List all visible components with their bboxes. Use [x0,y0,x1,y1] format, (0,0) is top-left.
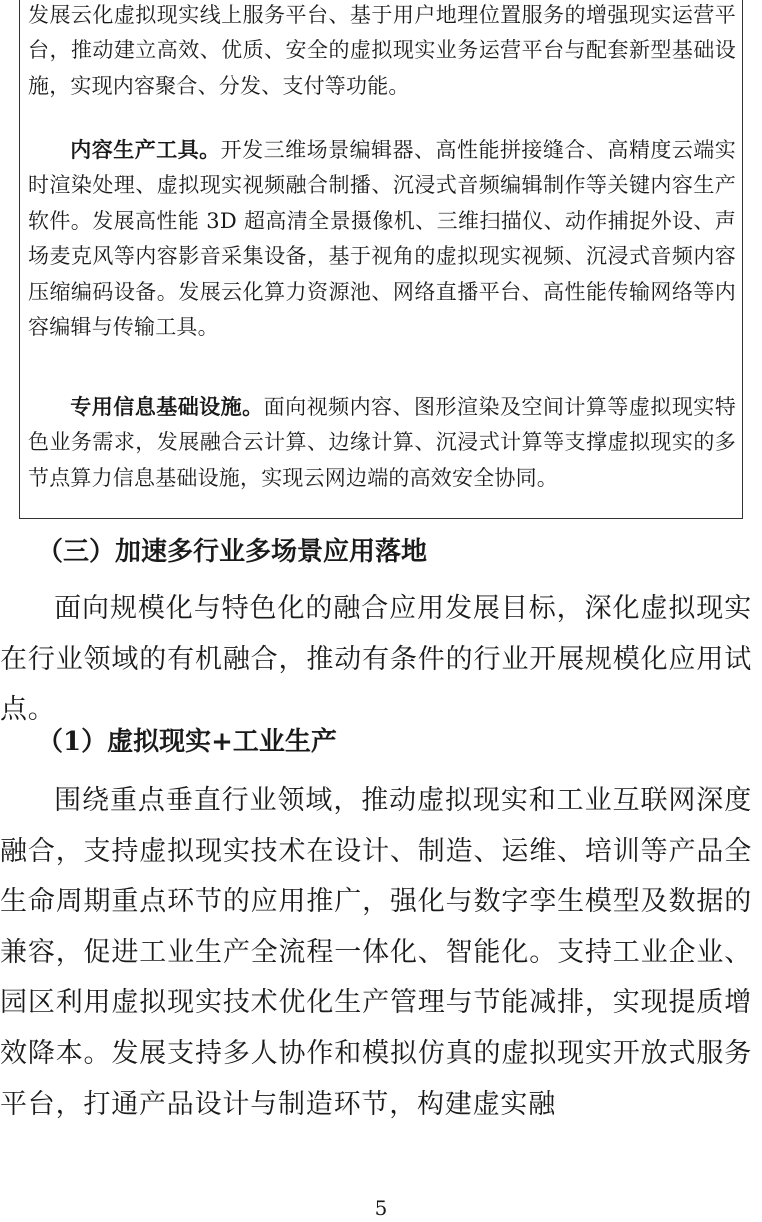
box-paragraph-3-text: 面向视频内容、图形渲染及空间计算等虚拟现实特色业务需求，发展融合云计算、边缘计算、沉浸式计算等支撑虚拟现实的多节点算力信息基础设施，实现云网边端的高效安全协同。 [28,395,736,490]
subsection-heading-1: （1）虚拟现实+工业生产 [37,727,337,757]
box-paragraph-content-tools [28,132,736,345]
box-paragraph-1-text: 发展云化虚拟现实线上服务平台、基于用户地理位置服务的增强现实运营平台，推动建立高效、优质、安全的虚拟现实业务运营平台与配套新型基础设施，实现内容聚合、分发、支付等功能。 [28,3,736,98]
box-paragraph-2-text: 开发三维场景编辑器、高性能拼接缝合、高精度云端实时渲染处理、虚拟现实视频融合制播、沉浸式音频编辑制作等关键内容生产软件。发展高性能 3D 超高清全景摄像机、三维扫描仪、动作捕捉外设、声场麦克风等内容影音采集设备，基于视角的虚拟现实视频、沉浸式音频内容压缩编码设备。发展云化算力资源池、网络直播平台、高性能传输网络等内容编辑与传输工具。 [28,138,736,340]
box-paragraph-infrastructure [28,389,736,496]
subsection-1-paragraph-text: 围绕重点垂直行业领域，推动虚拟现实和工业互联网深度融合，支持虚拟现实技术在设计、制造、运维、培训等产品全生命周期重点环节的应用推广，强化与数字孪生模型及数据的兼容，促进工业生产全流程一体化、智能化。支持工业企业、园区利用虚拟现实技术优化生产管理与节能减排，实现提质增效降本。发展支持多人协作和模拟仿真的虚拟现实开放式服务平台，打通产品设计与制造环节，构建虚实融 [0,785,752,1120]
section-3-paragraph-text: 面向规模化与特色化的融合应用发展目标，深化虚拟现实在行业领域的有机融合，推动有条件的行业开展规模化应用试点。 [0,593,752,726]
box-paragraph-3-lead: 专用信息基础设施。 [70,394,264,419]
box-paragraph-operation-platform [28,0,736,104]
page-number: 5 [374,1196,388,1220]
section-heading-3: （三）加速多行业多场景应用落地 [37,537,428,567]
subsection-1-paragraph [0,776,752,1130]
section-3-paragraph [0,584,752,736]
boxed-section [19,0,743,519]
box-paragraph-2-lead: 内容生产工具。 [70,137,221,162]
